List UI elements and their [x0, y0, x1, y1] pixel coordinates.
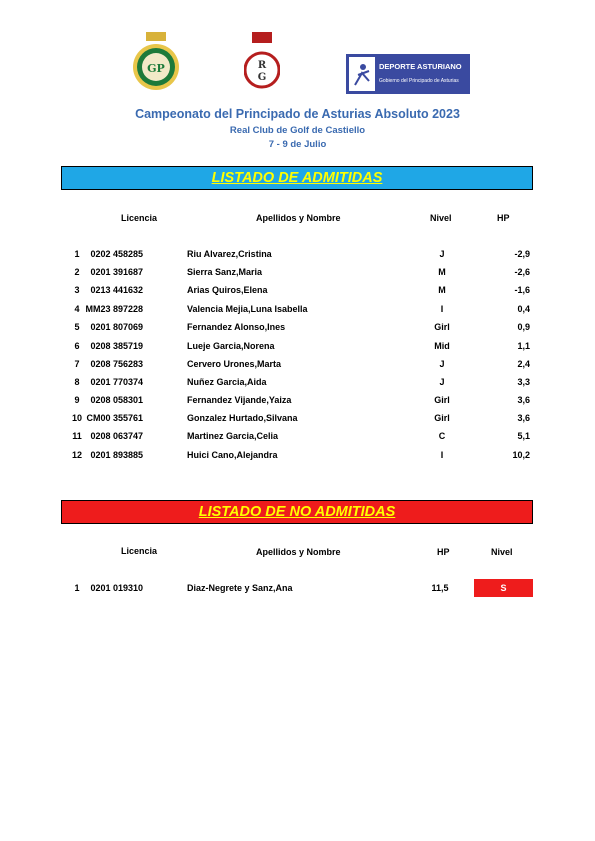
row-nivel: J — [439, 377, 445, 387]
col-header-hp: HP — [497, 213, 510, 223]
row-hp: 3,6 — [517, 395, 530, 405]
logo-text-line1: DEPORTE ASTURIANO — [379, 62, 462, 71]
row-licencia: 0202 458285 — [90, 249, 143, 259]
row-nivel: M — [438, 267, 446, 277]
row-number: 1 — [74, 249, 80, 259]
event-dates: 7 - 9 de Julio — [268, 139, 327, 150]
row-hp: 5,1 — [517, 431, 530, 441]
row-nombre: Lueje Garcia,Norena — [187, 341, 275, 351]
col-header-nombre: Apellidos y Nombre — [256, 213, 341, 223]
row-nivel: I — [440, 304, 444, 314]
club-logo — [244, 32, 280, 92]
svg-text:GP: GP — [147, 62, 165, 75]
row-nombre: Fernandez Alonso,Ines — [187, 322, 286, 332]
row-nivel: Girl — [434, 322, 450, 332]
col-header-nivel: Nivel — [491, 547, 513, 557]
col-header-licencia: Licencia — [121, 546, 158, 556]
row-nombre: Arias Quiros,Elena — [187, 285, 268, 295]
row-nombre: Huici Cano,Alejandra — [187, 450, 278, 460]
row-number: 1 — [74, 583, 80, 593]
row-nivel: M — [438, 285, 446, 295]
row-nombre: Diaz-Negrete y Sanz,Ana — [187, 583, 293, 593]
row-number: 11 — [72, 431, 82, 441]
row-hp: -1,6 — [514, 285, 530, 295]
row-nivel: J — [439, 249, 445, 259]
row-number: 5 — [74, 322, 80, 332]
row-hp: 11,5 — [431, 583, 449, 593]
row-hp: -2,9 — [514, 249, 530, 259]
row-licencia: 0213 441632 — [90, 285, 143, 295]
row-nivel: Girl — [434, 395, 450, 405]
row-nombre: Martinez Garcia,Celia — [187, 431, 279, 441]
row-number: 8 — [74, 377, 80, 387]
row-nivel: Mid — [434, 341, 450, 351]
col-header-nivel: Nivel — [430, 213, 452, 223]
row-nombre: Gonzalez Hurtado,Silvana — [187, 413, 298, 423]
row-hp: 0,9 — [517, 322, 530, 332]
row-hp: 0,4 — [517, 304, 530, 314]
federation-logo — [130, 32, 182, 92]
col-header-licencia: Licencia — [121, 213, 158, 223]
deporte-asturiano-logo — [346, 54, 470, 94]
row-number: 2 — [74, 267, 80, 277]
row-hp: 3,6 — [517, 413, 530, 423]
row-licencia: 0201 770374 — [90, 377, 143, 387]
svg-text:G: G — [257, 72, 267, 83]
col-header-nombre: Apellidos y Nombre — [256, 547, 341, 557]
row-licencia: 0201 807069 — [90, 322, 143, 332]
admitidas-banner: LISTADO DE ADMITIDAS — [61, 166, 533, 190]
row-nombre: Valencia Mejia,Luna Isabella — [187, 304, 308, 314]
row-number: 3 — [74, 285, 80, 295]
row-hp: 2,4 — [517, 359, 530, 369]
row-nombre: Nuñez Garcia,Aida — [187, 377, 267, 387]
row-nombre: Cervero Urones,Marta — [187, 359, 282, 369]
row-licencia: 0208 058301 — [90, 395, 143, 405]
row-number: 9 — [74, 395, 80, 405]
row-number: 4 — [74, 304, 80, 314]
row-licencia: 0201 019310 — [90, 583, 143, 593]
runner-icon — [349, 57, 375, 91]
col-header-hp: HP — [437, 547, 450, 557]
row-licencia: 0208 385719 — [90, 341, 143, 351]
row-licencia: 0208 063747 — [90, 431, 143, 441]
row-nivel: Girl — [434, 413, 450, 423]
row-hp: 1,1 — [517, 341, 530, 351]
logo-text-line2: Gobierno del Principado de Asturias — [379, 78, 459, 84]
row-number: 6 — [74, 341, 80, 351]
row-nombre: Sierra Sanz,Maria — [187, 267, 263, 277]
row-hp: -2,6 — [514, 267, 530, 277]
row-hp: 10,2 — [512, 450, 530, 460]
row-nivel: J — [439, 359, 445, 369]
row-nivel: C — [438, 431, 446, 441]
row-number: 12 — [71, 450, 82, 460]
svg-text:R: R — [257, 60, 267, 71]
row-licencia: MM23 897228 — [85, 304, 143, 314]
row-licencia: 0208 756283 — [90, 359, 143, 369]
row-licencia: CM00 355761 — [86, 413, 143, 423]
row-licencia: 0201 893885 — [90, 450, 143, 460]
no-admitidas-banner: LISTADO DE NO ADMITIDAS — [61, 500, 533, 524]
page-title: Campeonato del Principado de Asturias Absoluto 2023 — [135, 107, 460, 121]
row-number: 10 — [71, 413, 82, 423]
row-licencia: 0201 391687 — [90, 267, 143, 277]
row-number: 7 — [74, 359, 80, 369]
row-nivel: I — [440, 450, 444, 460]
row-nombre: Fernandez Vijande,Yaiza — [187, 395, 292, 405]
row-hp: 3,3 — [517, 377, 530, 387]
nivel-badge: S — [474, 579, 533, 597]
row-nombre: Riu Alvarez,Cristina — [187, 249, 272, 259]
club-name: Real Club de Golf de Castiello — [229, 125, 366, 136]
